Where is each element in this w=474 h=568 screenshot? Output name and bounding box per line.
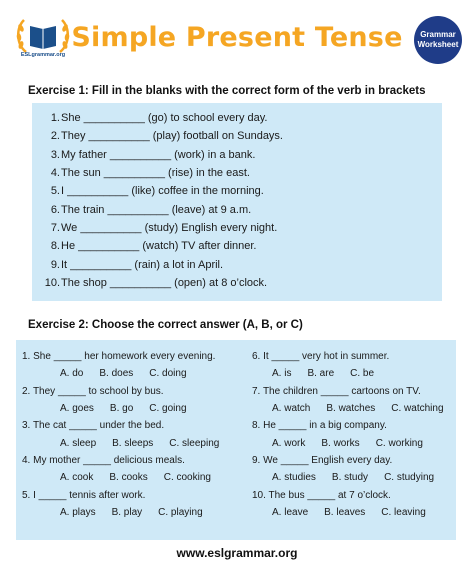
item-sentence: He __________ (watch) TV after dinner. (61, 240, 257, 253)
question-text: 6. It _____ very hot in summer. (252, 351, 390, 363)
exercise1-item (32, 274, 442, 292)
item-sentence: My father __________ (work) in a bank. (61, 148, 256, 161)
answer-option-a: A. do (60, 368, 84, 380)
answer-option-c: C. cooking (163, 472, 211, 484)
item-number: 5. (50, 185, 60, 198)
exercise1-item (32, 182, 442, 200)
answer-option-b: B. does (99, 368, 134, 380)
exercise1-item (32, 237, 442, 255)
answer-options (252, 434, 452, 451)
question-text: 10. The bus _____ at 7 o’clock. (252, 489, 391, 501)
footer-url: www.eslgrammar.org (176, 546, 298, 560)
page-title: Simple Present Tense (71, 22, 403, 53)
question-text: 1. She _____ her homework every evening. (22, 351, 216, 363)
answer-options (252, 469, 452, 486)
exercise1-item (32, 219, 442, 237)
answer-option-b: B. works (321, 437, 360, 449)
item-number: 3. (50, 148, 60, 161)
answer-option-a: A. cook (60, 472, 94, 484)
question-text: 8. He _____ in a big company. (252, 420, 387, 432)
question-text: 3. The cat _____ under the bed. (22, 420, 165, 432)
exercise1-box (32, 103, 442, 301)
answer-option-c: C. leaving (381, 506, 426, 518)
answer-option-c: C. be (350, 368, 375, 380)
answer-option-c: C. playing (158, 506, 203, 518)
item-number: 8. (50, 240, 60, 253)
item-number: 10. (44, 276, 60, 289)
question-text: 9. We _____ English every day. (252, 454, 393, 466)
question-text: 2. They _____ to school by bus. (22, 385, 164, 397)
answer-option-a: A. sleep (60, 437, 97, 449)
answer-options (22, 400, 250, 417)
item-sentence: I __________ (like) coffee in the morning. (61, 185, 264, 198)
item-number: 2. (50, 130, 60, 143)
exercise2-box (16, 340, 456, 540)
item-sentence: We __________ (study) English every night. (61, 221, 278, 234)
answer-options (252, 504, 452, 521)
item-sentence: The train __________ (leave) at 9 a.m. (61, 203, 252, 216)
exercise2-heading: Exercise 2: Choose the correct answer (A, B, or C) (28, 319, 303, 331)
answer-option-a: A. studies (272, 472, 316, 484)
answer-option-b: B. study (331, 472, 369, 484)
answer-option-c: C. doing (149, 368, 187, 380)
answer-options (22, 469, 250, 486)
item-number: 4. (50, 167, 60, 180)
answer-option-a: A. is (272, 368, 292, 380)
item-sentence: She __________ (go) to school every day. (61, 112, 268, 125)
exercise1-item (32, 164, 442, 182)
exercise1-item (32, 200, 442, 218)
question-text: 4. My mother _____ delicious meals. (22, 454, 185, 466)
answer-option-c: C. working (375, 437, 423, 449)
answer-option-c: C. watching (391, 403, 444, 415)
exercise2-right-column (252, 348, 452, 521)
answer-option-c: C. studying (384, 472, 435, 484)
question-text: 5. I _____ tennis after work. (22, 489, 146, 501)
exercise1-item (32, 255, 442, 273)
answer-options (252, 365, 452, 382)
badge-line1: Grammar (420, 30, 456, 39)
exercise2-left-column (22, 348, 250, 521)
exercise1-item (32, 127, 442, 145)
item-number: 6. (50, 203, 60, 216)
answer-option-b: B. cooks (109, 472, 148, 484)
answer-option-b: B. go (109, 403, 134, 415)
item-sentence: It __________ (rain) a lot in April. (61, 258, 224, 271)
item-sentence: The sun __________ (rise) in the east. (61, 167, 250, 180)
answer-option-b: B. watches (326, 403, 376, 415)
item-number: 7. (50, 221, 60, 234)
answer-option-a: A. leave (272, 506, 309, 518)
answer-option-a: A. plays (60, 506, 96, 518)
answer-option-b: B. leaves (324, 506, 366, 518)
badge-line2: Worksheet (417, 40, 459, 49)
answer-option-a: A. work (272, 437, 306, 449)
answer-option-c: C. sleeping (169, 437, 220, 449)
item-number: 9. (50, 258, 60, 271)
question-text: 7. The children _____ cartoons on TV. (252, 385, 421, 397)
answer-option-b: B. play (111, 506, 143, 518)
exercise1-item (32, 146, 442, 164)
answer-options (22, 365, 250, 382)
exercise1-heading: Exercise 1: Fill in the blanks with the correct form of the verb in brackets (28, 85, 426, 97)
answer-option-a: A. watch (272, 403, 311, 415)
answer-option-b: B. sleeps (112, 437, 154, 449)
worksheet-badge (414, 16, 462, 64)
answer-options (22, 434, 250, 451)
item-sentence: The shop __________ (open) at 8 o’clock. (61, 276, 268, 289)
exercise1-item (32, 109, 442, 127)
logo-text: ESLgrammar.org (20, 52, 66, 58)
answer-options (22, 504, 250, 521)
answer-options (252, 400, 452, 417)
answer-option-a: A. goes (60, 403, 94, 415)
exercise1-list (32, 109, 442, 292)
item-sentence: They __________ (play) football on Sundays. (61, 130, 283, 143)
item-number: 1. (50, 112, 60, 125)
answer-option-c: C. going (149, 403, 187, 415)
answer-option-b: B. are (307, 368, 335, 380)
